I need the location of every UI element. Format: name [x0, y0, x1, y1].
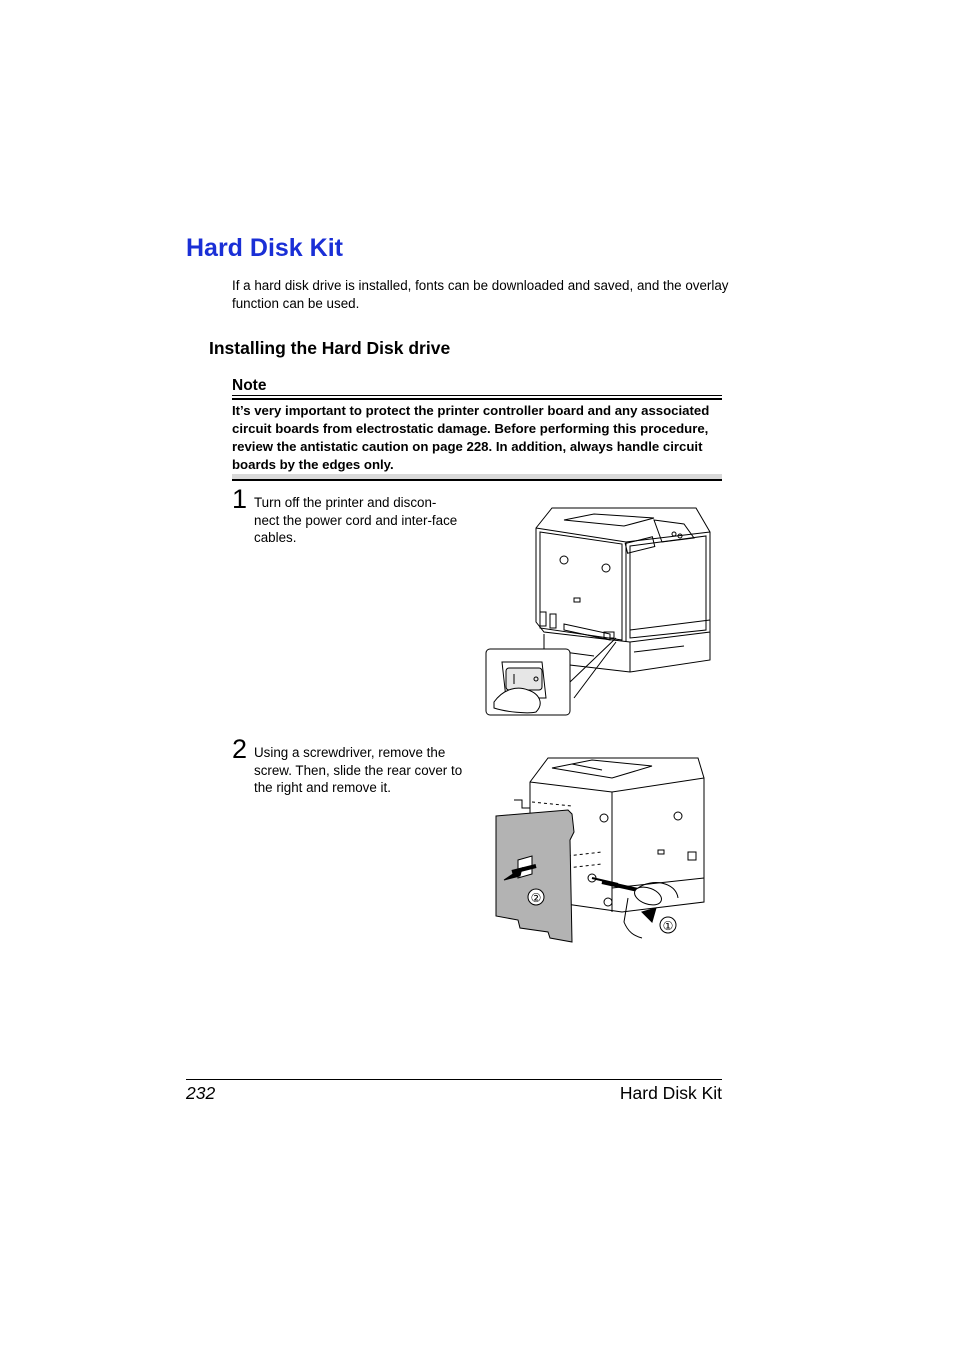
printer-power-off-figure — [484, 502, 716, 718]
step-2-text: Using a screwdriver, remove the screw. Then, slide the rear cover to the right and remove it. — [254, 745, 463, 795]
callout-1: ① — [662, 919, 674, 933]
running-footer-title: Hard Disk Kit — [619, 1083, 722, 1103]
page-number: 232 — [186, 1083, 216, 1103]
note-text: It’s very important to protect the printer controller board and any associated circuit boards from electrostatic damage. Before performing this procedure, review the antistatic caution on page 228. In addition, always handle circuit boards by the edges only. — [232, 403, 710, 472]
note-top-rule-thick — [232, 398, 722, 400]
callout-2: ② — [530, 891, 542, 905]
note-label: Note — [232, 377, 267, 394]
rear-cover-removal-figure — [492, 752, 710, 946]
section-heading: Installing the Hard Disk drive — [209, 338, 451, 358]
step-1-number: 1 — [232, 484, 248, 514]
intro-paragraph: If a hard disk drive is installed, fonts can be downloaded and saved, and the overlay function can be used. — [232, 278, 729, 311]
step-1-text: Turn off the printer and discon-nect the power cord and inter-face cables. — [254, 495, 458, 545]
step-2-number: 2 — [232, 734, 248, 764]
footer-rule — [186, 1079, 722, 1080]
note-top-rule — [232, 395, 722, 396]
page-title: Hard Disk Kit — [186, 234, 343, 262]
note-bottom-rule — [232, 479, 722, 481]
